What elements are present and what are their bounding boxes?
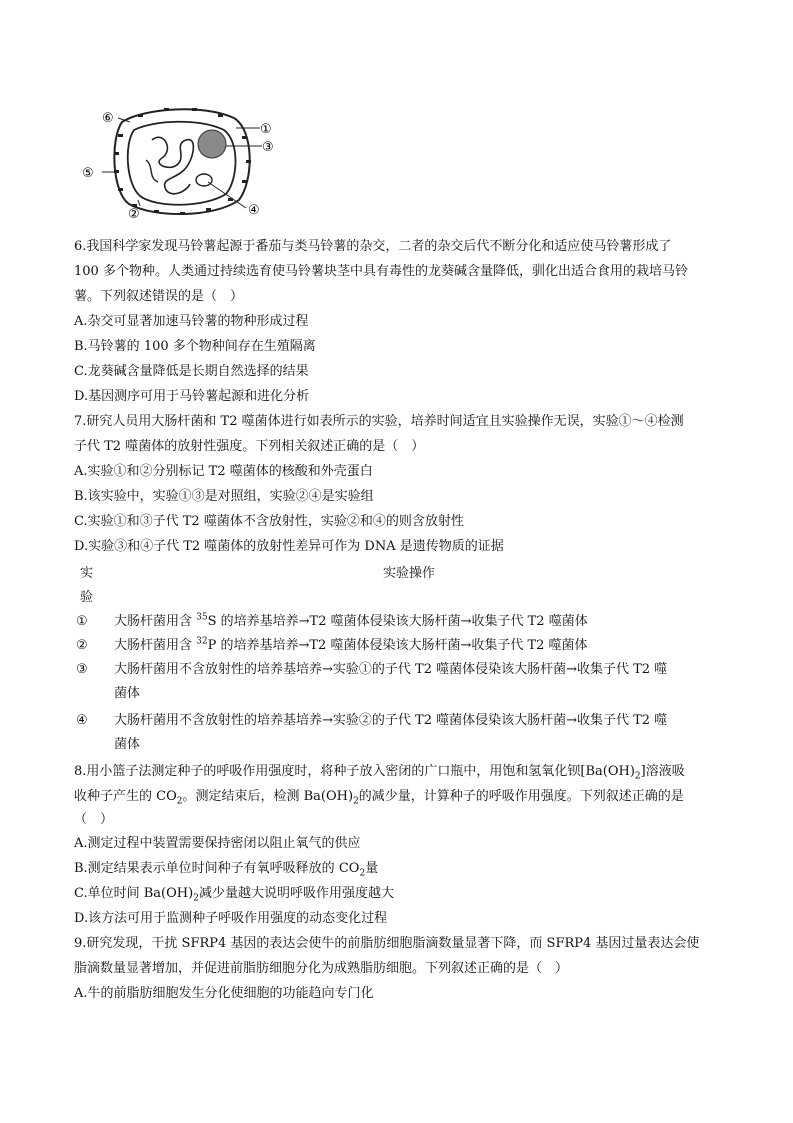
table-row-4-text: 大肠杆菌用不含放射性的培养基培养→实验②的子代 T2 噬菌体侵染该大肠杆菌→收集子代 T2 噬 (114, 713, 668, 728)
q9-stem-line1: 9.研究发现，干扰 SFRP4 基因的表达会使牛的前脂肪细胞脂滴数量显著下降，而 SFRP4 基因过量表达会使 (74, 936, 700, 951)
label-2: ② (128, 207, 140, 222)
q9-stem-line2: 脂滴数量显著增加，并促进前脂肪细胞分化为成熟脂肪细胞。下列叙述正确的是（ ） (74, 961, 569, 976)
q7-option-a: A.实验①和②分别标记 T2 噬菌体的核酸和外壳蛋白 (74, 464, 373, 479)
table-row-2-num: ② (76, 638, 88, 653)
label-1: ① (260, 122, 272, 137)
label-6: ⑥ (102, 111, 114, 126)
table-header-operation: 实验操作 (383, 566, 436, 581)
label-4: ④ (248, 203, 260, 218)
q8-stem-line2: 收种子产生的 $CO_2$。测定结束后，检测 $Ba(OH)_2$的减少量，计算种子的呼吸作用强度。下列叙述正确的是 (74, 789, 684, 807)
q7-option-b: B.该实验中，实验①③是对照组，实验②④是实验组 (74, 489, 374, 504)
q6-stem-line3: 薯。下列叙述错误的是（ ） (74, 289, 244, 304)
q6-option-b: B.马铃薯的 100 多个物种间存在生殖隔离 (74, 339, 316, 354)
q8-option-c: C.单位时间 $Ba(OH)_2$减少量越大说明呼吸作用强度越大 (74, 886, 394, 904)
table-row-3-cont: 菌体 (114, 686, 141, 701)
q6-stem-line2: 100 多个物种。人类通过持续选育使马铃薯块茎中具有毒性的龙葵碱含量降低，驯化出适合食用的栽培马铃 (74, 264, 688, 279)
q7-option-d: D.实验③和④子代 T2 噬菌体的放射性差异可作为 DNA 是遗传物质的证据 (74, 539, 504, 554)
cell-diagram (74, 100, 284, 222)
q6-option-d: D.基因测序可用于马铃薯起源和进化分析 (74, 389, 310, 404)
q6-option-c: C.龙葵碱含量降低是长期自然选择的结果 (74, 364, 309, 379)
q6-option-a: A.杂交可显著加速马铃薯的物种形成过程 (74, 314, 309, 329)
q8-option-a: A.测定过程中装置需要保持密闭以阻止氧气的供应 (74, 836, 361, 851)
table-row-2-text: 大肠杆菌用含 $^{32}$P 的培养基培养→T2 噬菌体侵染该大肠杆菌→收集子代 T2 噬菌体 (114, 636, 588, 653)
table-row-1-text: 大肠杆菌用含 $^{35}$S 的培养基培养→T2 噬菌体侵染该大肠杆菌→收集子代 T2 噬菌体 (114, 612, 588, 629)
q9-option-a: A.牛的前脂肪细胞发生分化使细胞的功能趋向专门化 (74, 986, 374, 1001)
table-row-1-num: ① (76, 614, 88, 629)
cell-diagram-svg (74, 100, 284, 222)
q8-option-b: B.测定结果表示单位时间种子有氧呼吸释放的 $CO_2$量 (74, 861, 379, 879)
table-row-3-text: 大肠杆菌用不含放射性的培养基培养→实验①的子代 T2 噬菌体侵染该大肠杆菌→收集子代 T2 噬 (114, 662, 668, 677)
label-3: ③ (262, 140, 274, 155)
table-row-4-num: ④ (76, 713, 88, 728)
q8-stem-line3: （ ） (74, 812, 114, 827)
table-header-exp-2: 验 (80, 590, 94, 605)
q8-stem-line1: 8.用小篮子法测定种子的呼吸作用强度时，将种子放入密闭的广口瓶中，用饱和氢氧化钡$[Ba(OH)_2]$溶液吸 (74, 764, 685, 782)
q8-option-d: D.该方法可用于监测种子呼吸作用强度的动态变化过程 (74, 911, 388, 926)
ribosomes (114, 108, 251, 215)
table-header-exp-1: 实 (80, 566, 94, 581)
table-row-4-cont: 菌体 (114, 737, 141, 752)
q7-stem-line1: 7.研究人员用大肠杆菌和 T2 噬菌体进行如表所示的实验，培养时间适宜且实验操作无误，实验①～④检测 (74, 414, 684, 429)
label-5: ⑤ (82, 166, 94, 181)
q7-stem-line2: 子代 T2 噬菌体的放射性强度。下列相关叙述正确的是（ ） (74, 439, 425, 454)
table-row-3-num: ③ (76, 662, 88, 677)
nucleolus (198, 130, 226, 158)
q7-option-c: C.实验①和③子代 T2 噬菌体不含放射性，实验②和④的则含放射性 (74, 514, 464, 529)
chromatin (152, 137, 193, 194)
q6-stem-line1: 6.我国科学家发现马铃薯起源于番茄与类马铃薯的杂交，二者的杂交后代不断分化和适应使马铃薯形成了 (74, 239, 672, 254)
